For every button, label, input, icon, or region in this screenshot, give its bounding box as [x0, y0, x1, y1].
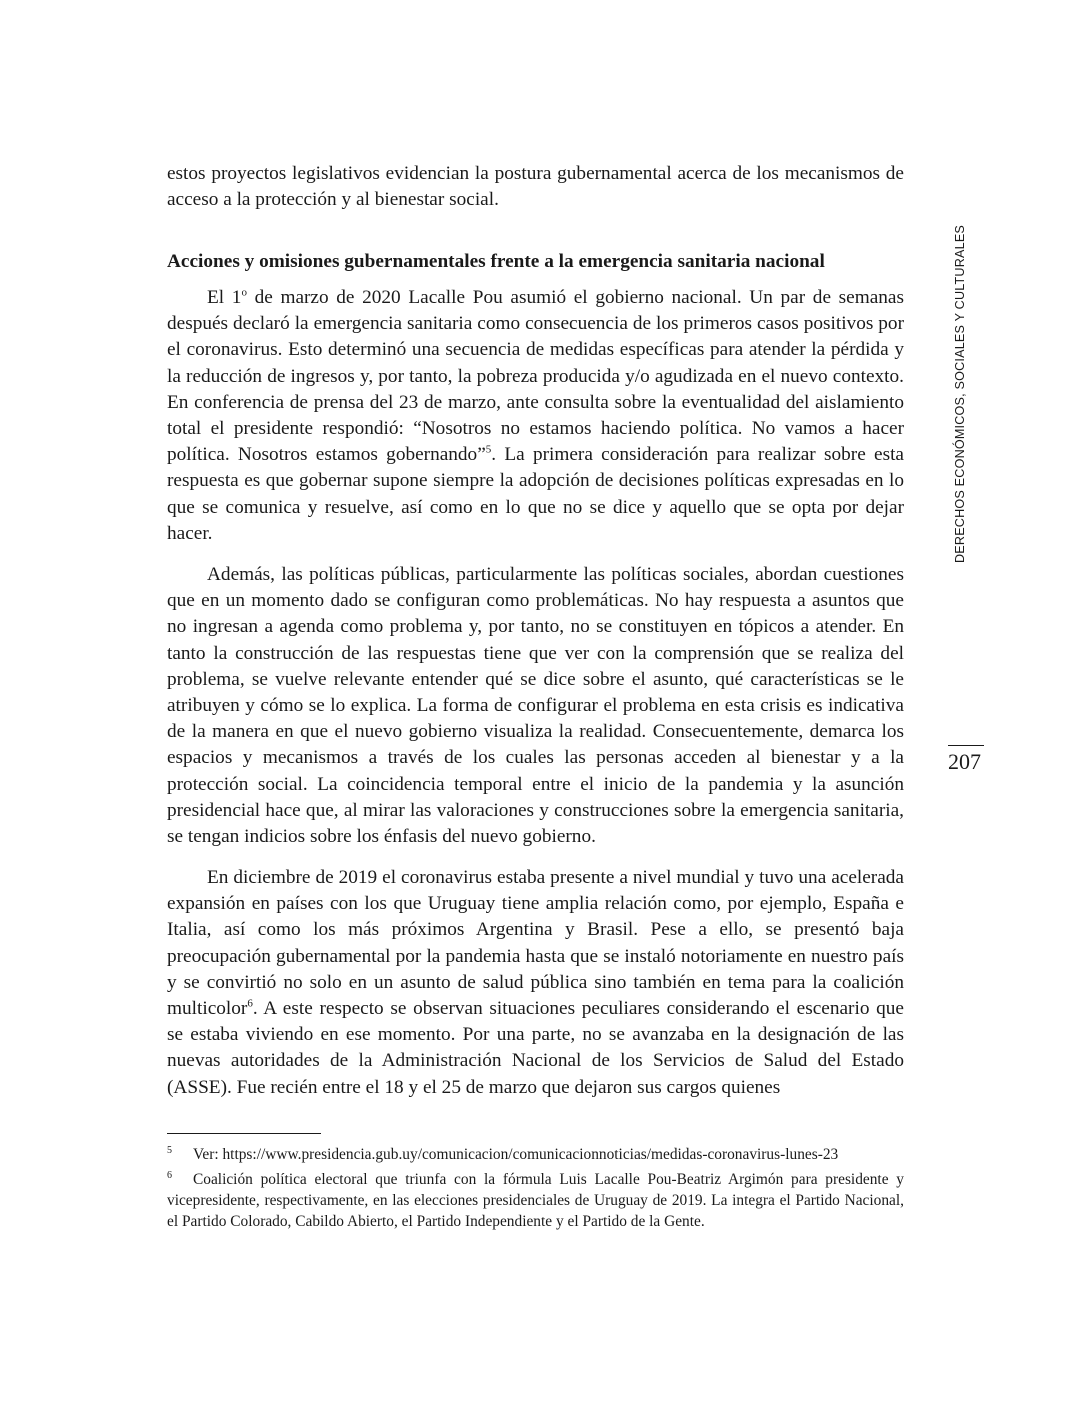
paragraph-3-text: [167, 865, 904, 1101]
footnote-text: Coalición política electoral que triunfa con la fórmula Luis Lacalle Pou-Beatriz Argimón para presidente y vicepresidente, respectivamente, en las elecciones presidenciales de Uruguay de 2019. La integra el Partido Nacional, el Partido Colorado, Cabildo Abierto, el Partido Independiente y el Partido de la Gente.: [167, 1171, 904, 1231]
p3-end: . A este respecto se observan situaciones peculiares considerando el escenario que se estaba viviendo en ese momento. Por una parte, no se avanzaba en la designación de las nuevas autoridades de la Administración Nacional de los Servicios de Salud del Estado (ASSE). Fue recién entre el 18 y el 25 de marzo que dejaron sus cargos quienes: [167, 998, 904, 1098]
page-number: 207: [948, 749, 981, 774]
intro-text: estos proyectos legislativos evidencian la postura gubernamental acerca de los mecanismos de acceso a la protección y al bienestar social.: [167, 163, 904, 211]
intro-paragraph: [167, 161, 904, 213]
section-heading: Acciones y omisiones gubernamentales frente a la emergencia sanitaria nacional: [167, 251, 825, 272]
paragraph-1-text: [167, 285, 904, 547]
p1-end: . La primera consideración para realizar sobre esta respuesta es que gobernar supone siempre la adopción de decisiones políticas expresadas en lo que se comunica y resuelve, así como en lo que no se dice y aquello que se opta por dejar hacer.: [167, 444, 904, 544]
footnote-6: [167, 1165, 904, 1232]
footnote-text[interactable]: Ver: https://www.presidencia.gub.uy/comunicacion/comunicacionnoticias/medidas-coronavirus-lunes-23: [193, 1146, 839, 1164]
paragraph-3: [167, 865, 904, 1101]
footnote-5: [167, 1140, 904, 1165]
p1-start: El 1: [207, 287, 242, 308]
running-header: DERECHOS ECONÓMICOS, SOCIALES Y CULTURALES: [953, 224, 967, 563]
footnote-ref-6[interactable]: 6: [247, 997, 253, 1010]
footnote-divider: [167, 1133, 321, 1134]
footnotes: [167, 1140, 904, 1232]
paragraph-2: [167, 562, 904, 850]
paragraph-2-text: Además, las políticas públicas, particularmente las políticas sociales, abordan cuestiones que en un momento dado se configuran como problemáticas. No hay respuesta a asuntos que no ingresan a agenda como problema y, por tanto, no se constituyen en tópicos a atender. En tanto la construcción de las respuestas tiene que ver con la comprensión que se realiza del problema, se vuelve relevante entender qué se dice sobre el asunto, qué características se le atribuyen y cómo se lo explica. La forma de configurar el problema en esta crisis es indicativa de la manera en que el nuevo gobierno visualiza la realidad. Consecuentemente, demarca los espacios y mecanismos a través de los cuales las personas acceden al bienestar y a la protección social. La coincidencia temporal entre el inicio de la pandemia y la asunción presidencial hace que, al mirar las valoraciones y construcciones sobre la emergencia sanitaria, se tengan indicios sobre los énfasis del nuevo gobierno.: [167, 564, 904, 848]
ordinal-superscript: o: [241, 286, 247, 299]
page-number-rule: [948, 745, 984, 746]
paragraph-1: [167, 285, 904, 547]
footnote-ref-5[interactable]: 5: [485, 443, 492, 456]
footnote-number: 5: [167, 1145, 172, 1156]
footnote-number: 6: [167, 1170, 172, 1182]
p3-start: En diciembre de 2019 el coronavirus estaba presente a nivel mundial y tuvo una acelerada expansión en países con los que Uruguay tiene amplia relación como, por ejemplo, España e Italia, así como los más próximos Argentina y Brasil. Pese a ello, se presentó baja preocupación gubernamental por la pandemia hasta que se instaló notoriamente en nuestro país y se convirtió no solo en un asunto de salud pública sino también en tema para la coalición multicolor: [167, 867, 904, 1020]
p1-middle: de marzo de 2020 Lacalle Pou asumió el gobierno nacional. Un par de semanas después declaró la emergencia sanitaria como consecuencia de los primeros casos positivos por el coronavirus. Esto determinó una secuencia de medidas específicas para atender la pérdida y la reducción de ingresos y, por tanto, la pobreza producida y/o agudizada en el nuevo contexto. En conferencia de prensa del 23 de marzo, ante consulta sobre la eventualidad del aislamiento total el presidente respondió: “Nosotros no estamos haciendo política. No vamos a hacer política. Nosotros estamos gobernando”: [167, 287, 904, 466]
